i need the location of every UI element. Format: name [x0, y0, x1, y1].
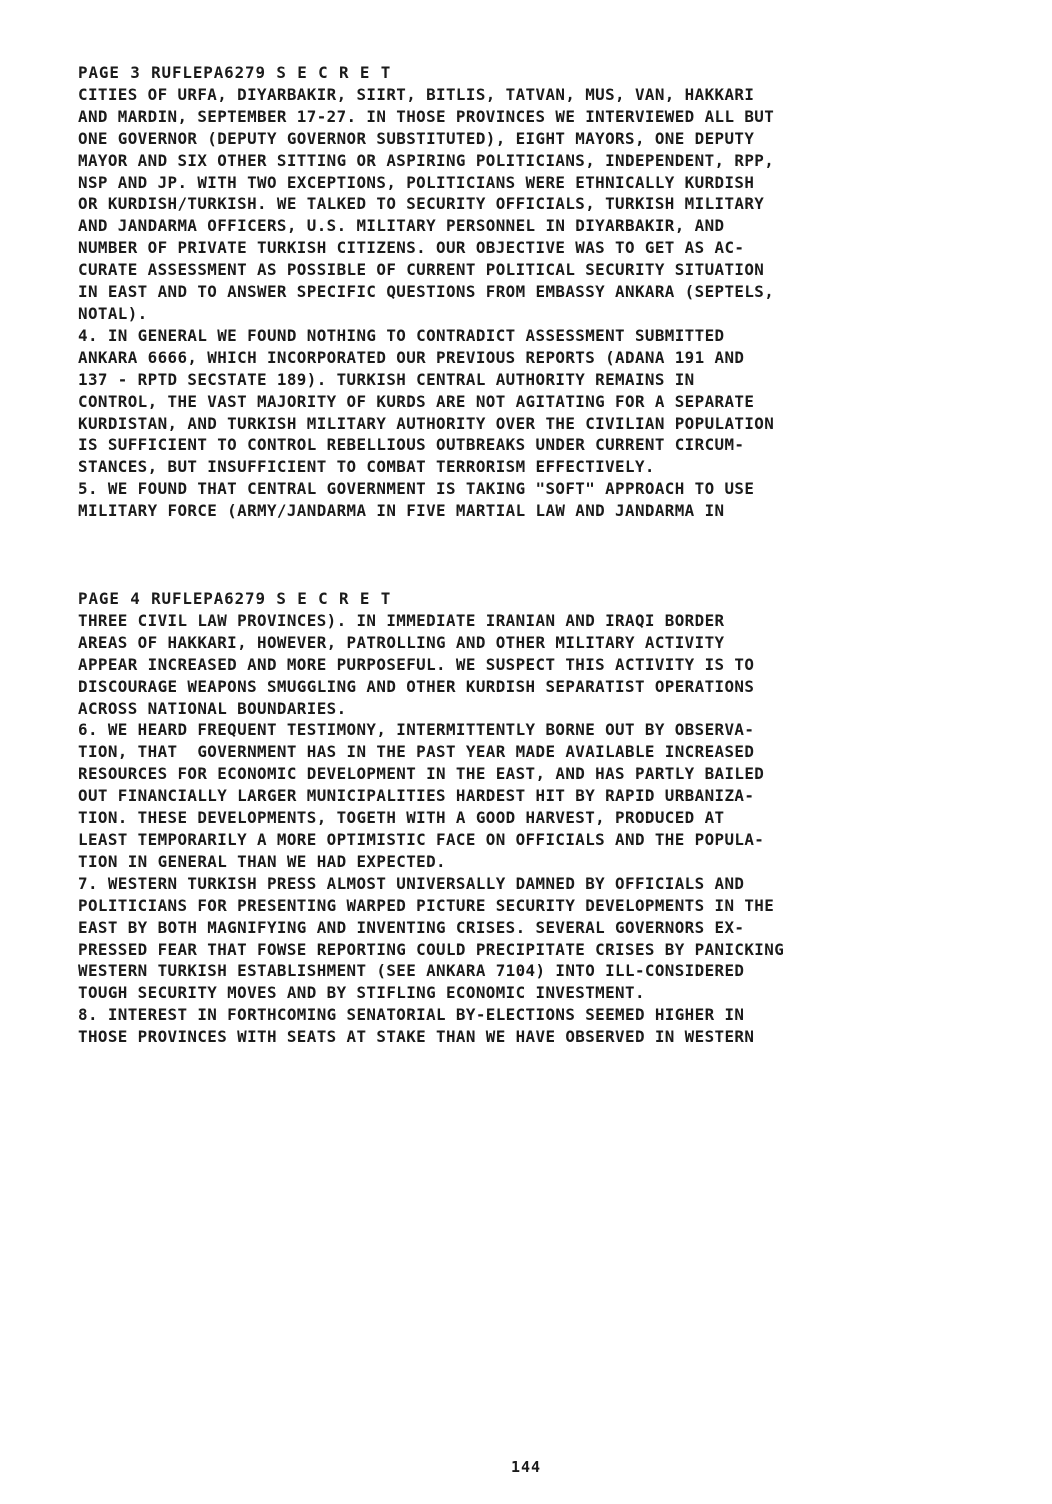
text-line: THREE CIVIL LAW PROVINCES). IN IMMEDIATE IRANIAN AND IRAQI BORDER — [78, 610, 725, 630]
text-line: ACROSS NATIONAL BOUNDARIES. — [78, 698, 347, 718]
text-line: IS SUFFICIENT TO CONTROL REBELLIOUS OUTBREAKS UNDER CURRENT CIRCUM- — [78, 435, 745, 455]
text-line: MILITARY FORCE (ARMY/JANDARMA IN FIVE MARTIAL LAW AND JANDARMA IN — [78, 501, 725, 521]
text-line: EAST BY BOTH MAGNIFYING AND INVENTING CRISES. SEVERAL GOVERNORS EX- — [78, 917, 745, 937]
text-line: DISCOURAGE WEAPONS SMUGGLING AND OTHER KURDISH SEPARATIST OPERATIONS — [78, 676, 755, 696]
text-line: MAYOR AND SIX OTHER SITTING OR ASPIRING POLITICIANS, INDEPENDENT, RPP, — [78, 150, 775, 170]
text-line: AND JANDARMA OFFICERS, U.S. MILITARY PERSONNEL IN DIYARBAKIR, AND — [78, 216, 725, 236]
text-line: TION. THESE DEVELOPMENTS, TOGETH WITH A GOOD HARVEST, PRODUCED AT — [78, 808, 725, 828]
text-line: LEAST TEMPORARILY A MORE OPTIMISTIC FACE ON OFFICIALS AND THE POPULA- — [78, 829, 765, 849]
text-line: CITIES OF URFA, DIYARBAKIR, SIIRT, BITLIS, TATVAN, MUS, VAN, HAKKARI — [78, 84, 755, 104]
text-line: CURATE ASSESSMENT AS POSSIBLE OF CURRENT POLITICAL SECURITY SITUATION — [78, 260, 765, 280]
text-line: ANKARA 6666, WHICH INCORPORATED OUR PREVIOUS REPORTS (ADANA 191 AND — [78, 347, 745, 367]
page-3-body — [78, 84, 998, 522]
text-line: KURDISTAN, AND TURKISH MILITARY AUTHORITY OVER THE CIVILIAN POPULATION — [78, 413, 775, 433]
text-line: 7. WESTERN TURKISH PRESS ALMOST UNIVERSALLY DAMNED BY OFFICIALS AND — [78, 873, 745, 893]
text-line: POLITICIANS FOR PRESENTING WARPED PICTURE SECURITY DEVELOPMENTS IN THE — [78, 895, 775, 915]
text-line: NOTAL). — [78, 303, 148, 323]
text-line: NSP AND JP. WITH TWO EXCEPTIONS, POLITICIANS WERE ETHNICALLY KURDISH — [78, 172, 755, 192]
text-line: AND MARDIN, SEPTEMBER 17-27. IN THOSE PROVINCES WE INTERVIEWED ALL BUT — [78, 106, 775, 126]
text-line: 6. WE HEARD FREQUENT TESTIMONY, INTERMITTENTLY BORNE OUT BY OBSERVA- — [78, 720, 755, 740]
text-line: 8. INTEREST IN FORTHCOMING SENATORIAL BY-ELECTIONS SEEMED HIGHER IN — [78, 1005, 745, 1025]
page-4-section — [78, 588, 998, 1048]
text-line: 4. IN GENERAL WE FOUND NOTHING TO CONTRADICT ASSESSMENT SUBMITTED — [78, 325, 725, 345]
text-line: 137 - RPTD SECSTATE 189). TURKISH CENTRAL AUTHORITY REMAINS IN — [78, 369, 695, 389]
text-line: CONTROL, THE VAST MAJORITY OF KURDS ARE NOT AGITATING FOR A SEPARATE — [78, 391, 755, 411]
text-line: IN EAST AND TO ANSWER SPECIFIC QUESTIONS FROM EMBASSY ANKARA (SEPTELS, — [78, 282, 775, 302]
text-line: OR KURDISH/TURKISH. WE TALKED TO SECURITY OFFICIALS, TURKISH MILITARY — [78, 194, 765, 214]
text-line: TOUGH SECURITY MOVES AND BY STIFLING ECONOMIC INVESTMENT. — [78, 983, 645, 1003]
text-line: NUMBER OF PRIVATE TURKISH CITIZENS. OUR OBJECTIVE WAS TO GET AS AC- — [78, 238, 745, 258]
text-line: STANCES, BUT INSUFFICIENT TO COMBAT TERRORISM EFFECTIVELY. — [78, 457, 655, 477]
text-line: TION, THAT GOVERNMENT HAS IN THE PAST YEAR MADE AVAILABLE INCREASED — [78, 742, 755, 762]
text-line: THOSE PROVINCES WITH SEATS AT STAKE THAN WE HAVE OBSERVED IN WESTERN — [78, 1027, 755, 1047]
text-line: PRESSED FEAR THAT FOWSE REPORTING COULD PRECIPITATE CRISES BY PANICKING — [78, 939, 785, 959]
page-3-header: PAGE 3 RUFLEPA6279 S E C R E T — [78, 63, 392, 82]
text-line: 5. WE FOUND THAT CENTRAL GOVERNMENT IS TAKING "SOFT" APPROACH TO USE — [78, 479, 755, 499]
text-line: AREAS OF HAKKARI, HOWEVER, PATROLLING AND OTHER MILITARY ACTIVITY — [78, 632, 725, 652]
text-line: APPEAR INCREASED AND MORE PURPOSEFUL. WE SUSPECT THIS ACTIVITY IS TO — [78, 654, 755, 674]
page-4-header: PAGE 4 RUFLEPA6279 S E C R E T — [78, 589, 392, 608]
text-line: TION IN GENERAL THAN WE HAD EXPECTED. — [78, 851, 446, 871]
page-4-body — [78, 610, 998, 1048]
page-3-section — [78, 62, 998, 522]
text-line: RESOURCES FOR ECONOMIC DEVELOPMENT IN THE EAST, AND HAS PARTLY BAILED — [78, 764, 765, 784]
page-number: 144 — [510, 1458, 542, 1476]
text-line: ONE GOVERNOR (DEPUTY GOVERNOR SUBSTITUTED), EIGHT MAYORS, ONE DEPUTY — [78, 128, 755, 148]
text-line: OUT FINANCIALLY LARGER MUNICIPALITIES HARDEST HIT BY RAPID URBANIZA- — [78, 786, 755, 806]
text-line: WESTERN TURKISH ESTABLISHMENT (SEE ANKARA 7104) INTO ILL-CONSIDERED — [78, 961, 745, 981]
